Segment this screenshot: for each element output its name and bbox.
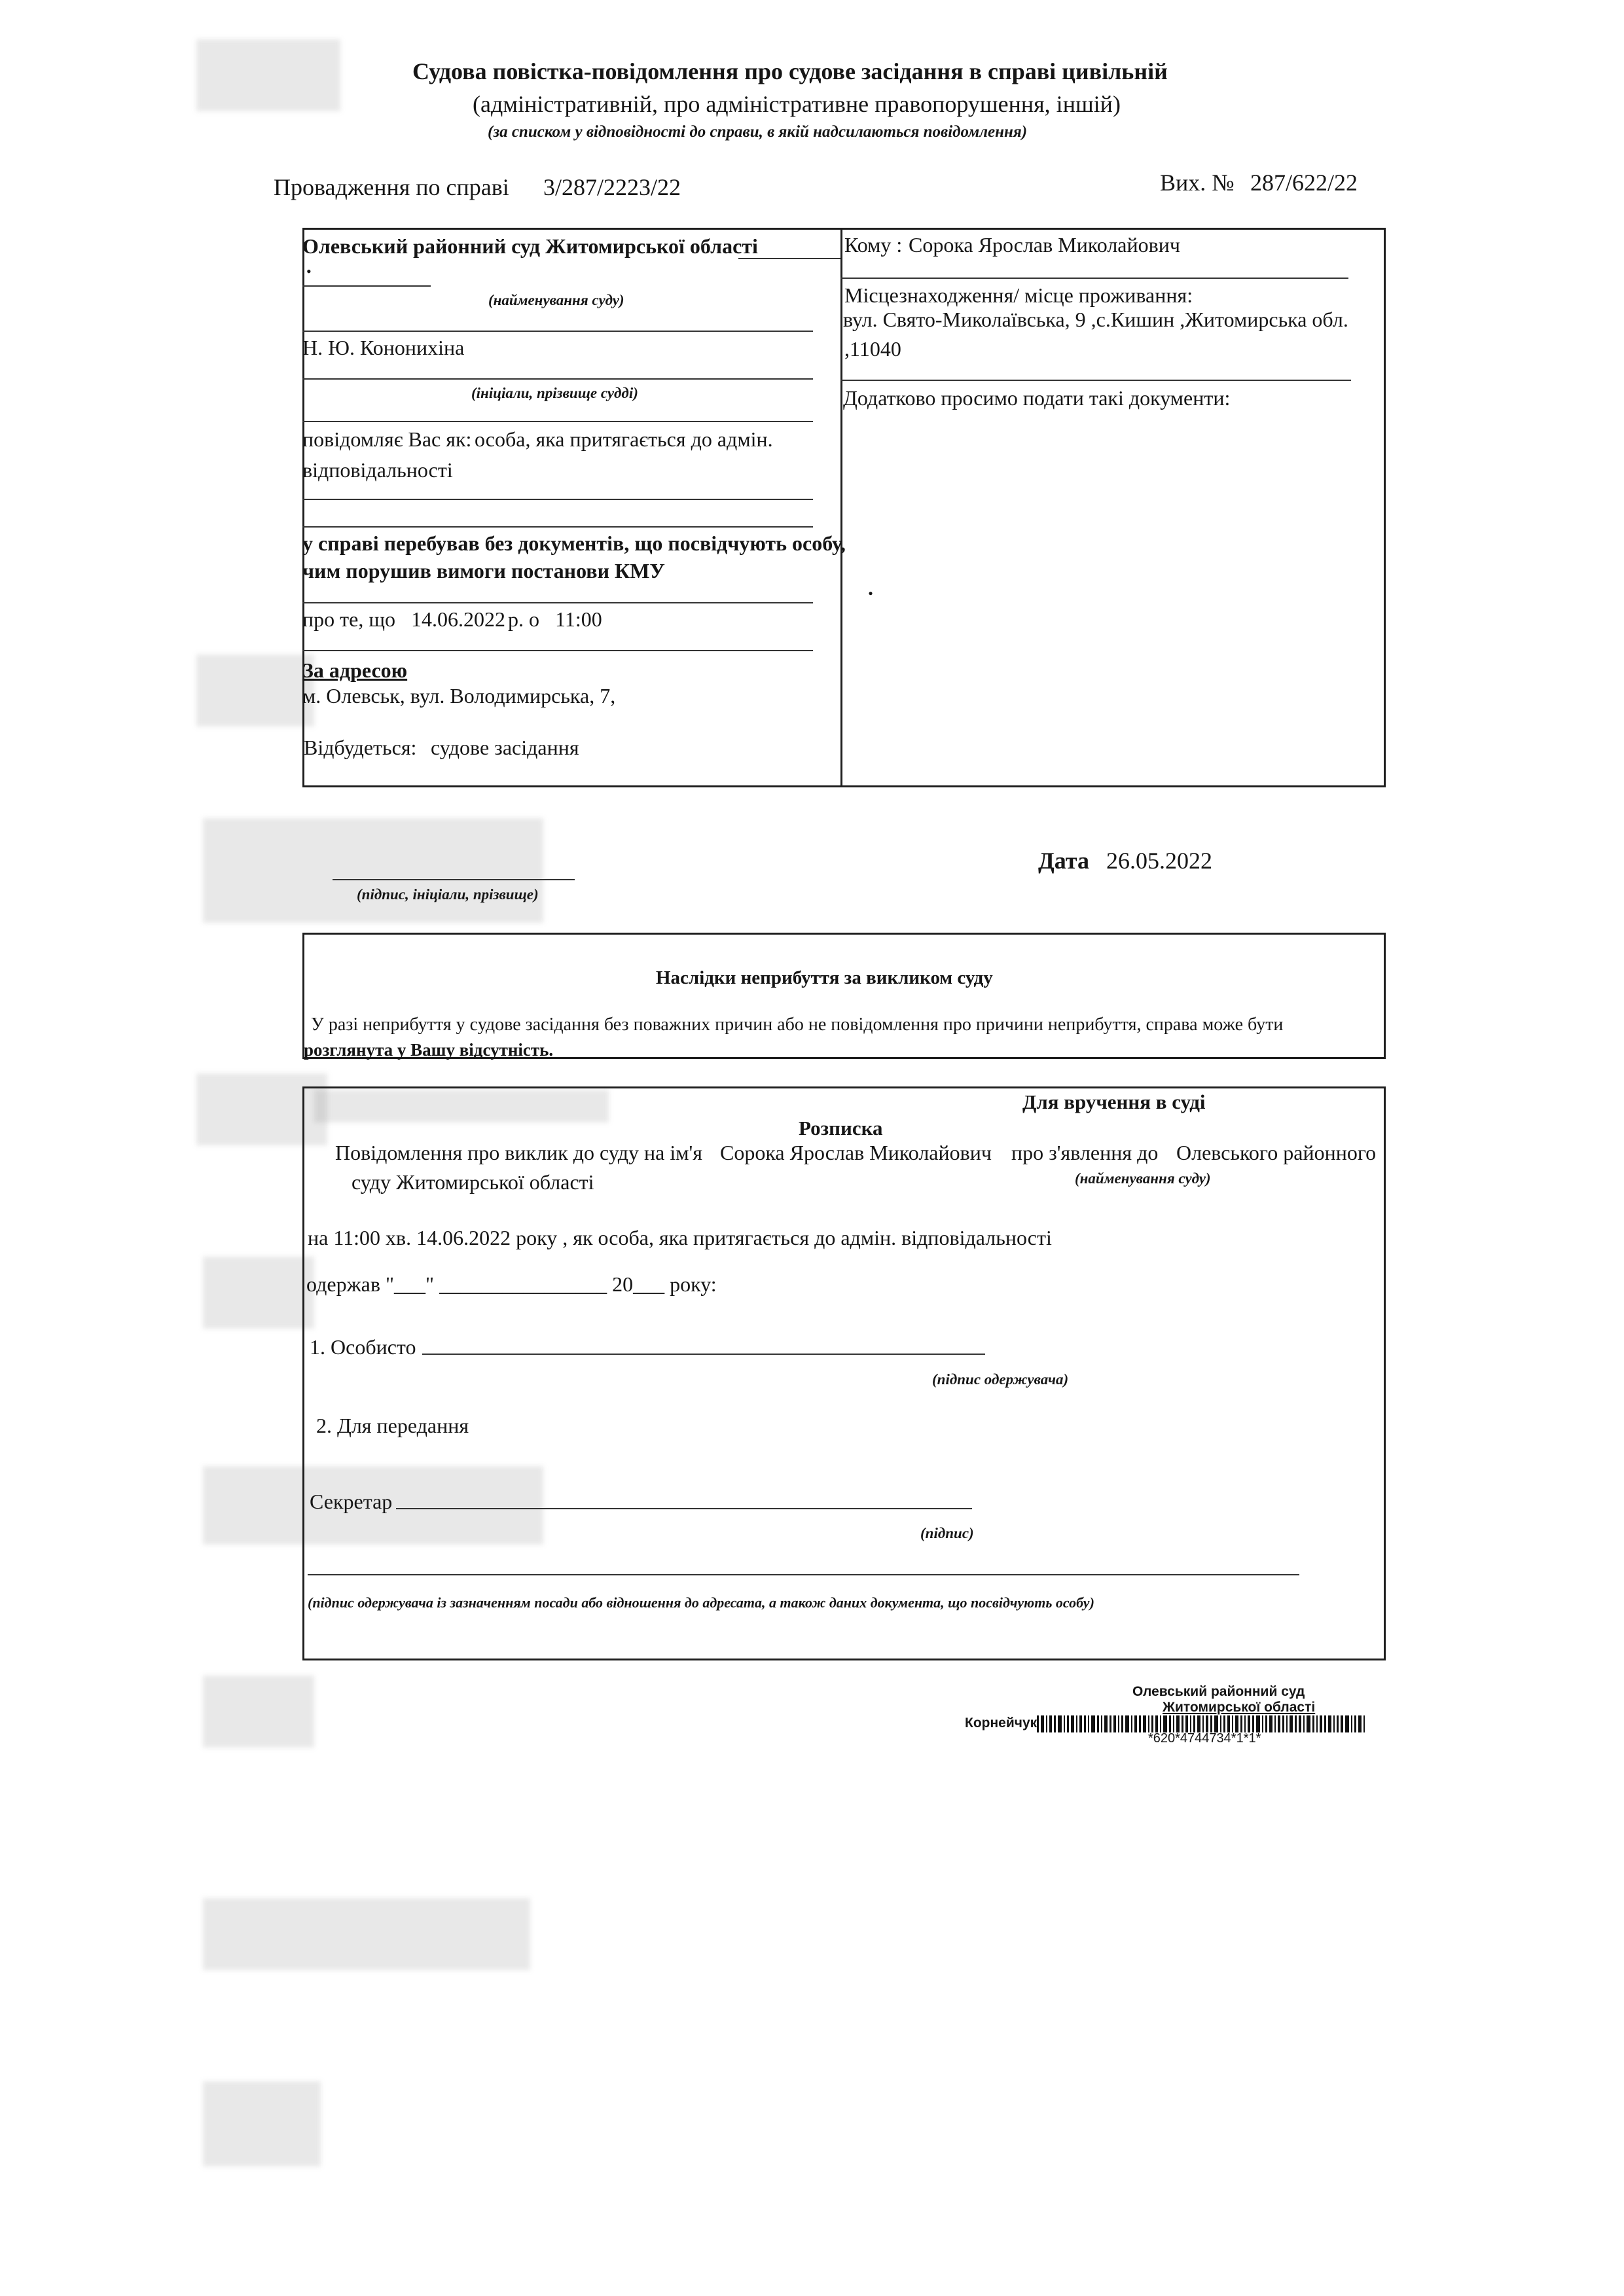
scan-smudge bbox=[196, 39, 340, 111]
column-divider bbox=[840, 228, 842, 787]
case-subject-1: у справі перебував без документів, що посвідчують особу, bbox=[302, 531, 846, 555]
to-label: Кому : bbox=[844, 233, 903, 257]
court-name-caption: (найменування суду) bbox=[488, 292, 624, 308]
stamp-court-line-1: Олевський районний суд bbox=[1132, 1684, 1305, 1699]
location-line-1: вул. Свято-Миколаївська, 9 ,с.Кишин ,Житомирська обл. bbox=[843, 308, 1348, 331]
judge-caption-line bbox=[302, 421, 813, 422]
notice-role: особа, яка притягається до адмін. bbox=[475, 427, 773, 451]
stamp-court-line-2: Житомирської області bbox=[1163, 1700, 1316, 1715]
received-line: одержав "___" ________________ 20___ року: bbox=[306, 1272, 717, 1296]
bullet-mark: • bbox=[306, 263, 312, 279]
receipt-court-caption: (найменування суду) bbox=[1075, 1170, 1211, 1187]
for-court-label: Для вручення в суді bbox=[1022, 1090, 1206, 1113]
outgoing-label: Вих. № bbox=[1160, 170, 1235, 196]
address: м. Олевськ, вул. Володимирська, 7, bbox=[302, 684, 616, 708]
time-prefix: р. о bbox=[508, 607, 539, 631]
recipient-name: Сорока Ярослав Миколайович bbox=[909, 233, 1180, 257]
date-label: Дата bbox=[1038, 848, 1089, 874]
case-subject-2: чим порушив вимоги постанови КМУ bbox=[302, 559, 665, 583]
scan-smudge bbox=[203, 818, 543, 923]
outgoing-number: 287/622/22 bbox=[1250, 170, 1358, 196]
hearing-time: 11:00 bbox=[555, 607, 602, 631]
consequences-text-2: розглянута у Вашу відсутність. bbox=[304, 1040, 554, 1060]
for-transfer-label: 2. Для передання bbox=[316, 1414, 469, 1437]
case-subject-line bbox=[302, 602, 813, 603]
court-caption-line bbox=[302, 331, 813, 332]
event: судове засідання bbox=[431, 736, 579, 759]
notice-label: повідомляє Вас як: bbox=[302, 427, 472, 451]
receipt-court-2: суду Житомирської області bbox=[352, 1170, 594, 1194]
date-prefix: про те, що bbox=[302, 607, 395, 631]
notice-role-continued: відповідальності bbox=[302, 458, 453, 482]
receipt-bottom-caption: (підпис одержувача із зазначенням посади або відношення до адресата, а також даних документа, що посвідчують особу) bbox=[308, 1594, 1094, 1611]
court-name: Олевський районний суд Житомирської області bbox=[302, 234, 758, 258]
title-line-1: Судова повістка-повідомлення про судове засідання в справі цивільній bbox=[412, 58, 1168, 84]
scan-smudge bbox=[203, 2081, 321, 2166]
case-number: 3/287/2223/22 bbox=[543, 174, 681, 200]
event-label: Відбудеться: bbox=[304, 736, 417, 759]
scan-smudge bbox=[203, 1676, 314, 1748]
judge-name: Н. Ю. Кононихіна bbox=[302, 336, 465, 359]
receipt-time-line: на 11:00 хв. 14.06.2022 року , як особа, яка притягається до адмін. відповідальності bbox=[308, 1226, 1052, 1249]
secretary-label: Секретар bbox=[310, 1490, 393, 1513]
date-value: 26.05.2022 bbox=[1106, 848, 1212, 874]
hearing-date: 14.06.2022 bbox=[411, 607, 505, 631]
personally-label: 1. Особисто bbox=[310, 1335, 416, 1359]
signature-caption: (підпис, ініціали, прізвище) bbox=[357, 886, 539, 903]
date-line bbox=[302, 650, 813, 651]
address-label: За адресою bbox=[302, 658, 408, 682]
personally-line bbox=[422, 1354, 985, 1355]
stray-dot: . bbox=[868, 576, 873, 600]
consequences-title: Наслідки неприбуття за викликом суду bbox=[656, 967, 993, 988]
location-line-2: ,11040 bbox=[844, 337, 901, 361]
court-name-line bbox=[738, 258, 840, 259]
case-label: Провадження по справі bbox=[274, 174, 509, 200]
location-label: Місцезнаходження/ місце проживання: bbox=[844, 283, 1193, 307]
scan-smudge bbox=[203, 1257, 314, 1329]
receipt-bottom-line bbox=[308, 1574, 1299, 1575]
receipt-line-1-mid: про з'явлення до bbox=[1011, 1141, 1159, 1164]
scan-smudge bbox=[203, 1898, 530, 1970]
title-line-2: (адміністративній, про адміністративне правопорушення, іншій) bbox=[473, 91, 1121, 117]
location-line bbox=[840, 380, 1351, 381]
personally-caption: (підпис одержувача) bbox=[932, 1371, 1069, 1388]
scan-smudge bbox=[196, 655, 314, 726]
receipt-line-1-prefix: Повідомлення про виклик до суду на ім'я bbox=[335, 1141, 702, 1164]
receipt-recipient: Сорока Ярослав Миколайович bbox=[720, 1141, 992, 1164]
secretary-caption: (підпис) bbox=[920, 1525, 974, 1541]
secretary-line bbox=[396, 1508, 972, 1509]
court-subline bbox=[302, 285, 431, 287]
barcode-number: *620*4744734*1*1* bbox=[1148, 1731, 1261, 1746]
notice-line bbox=[302, 499, 813, 500]
judge-caption: (ініціали, прізвище судді) bbox=[471, 385, 638, 401]
recipient-line bbox=[840, 278, 1348, 279]
receipt-title: Розписка bbox=[799, 1117, 883, 1139]
consequences-text-1: У разі неприбуття у судове засідання без поважних причин або не повідомлення про причини неприбуття, справа може бути bbox=[311, 1014, 1284, 1035]
barcode bbox=[1037, 1715, 1397, 1732]
stamp-clerk: Корнейчук bbox=[965, 1715, 1038, 1731]
signature-line bbox=[333, 879, 575, 880]
title-line-3: (за списком у відповідності до справи, в якій надсилаються повідомлення) bbox=[488, 123, 1028, 141]
judge-line bbox=[302, 378, 813, 380]
documents-label: Додатково просимо подати такі документи: bbox=[843, 386, 1231, 410]
receipt-court-1: Олевського районного bbox=[1176, 1141, 1377, 1164]
notice-line-2 bbox=[302, 526, 813, 528]
